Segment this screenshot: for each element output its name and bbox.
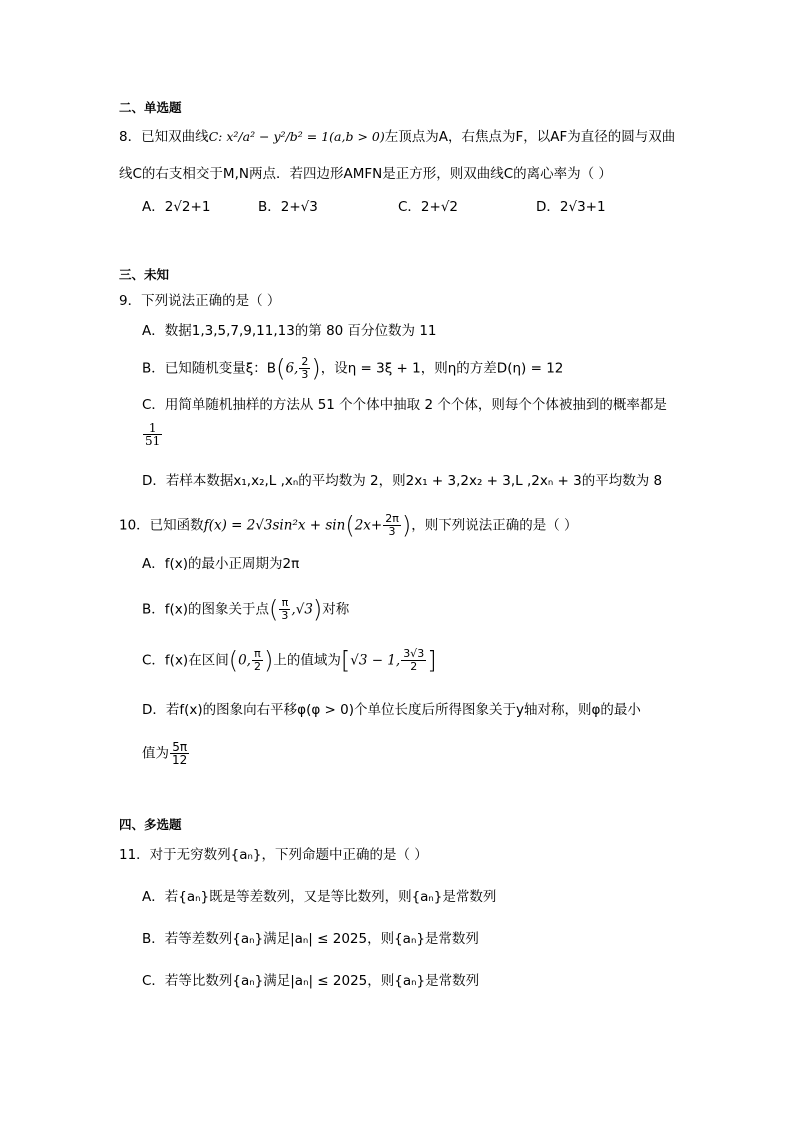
- q10-d-prefix: 值为: [142, 745, 169, 762]
- q11-option-b: B．若等差数列{aₙ}满足|aₙ| ≤ 2025，则{aₙ}是常数列: [142, 931, 479, 947]
- q9-option-c-line1: C．用简单随机抽样的方法从 51 个个体中抽取 2 个个体，则每个个体被抽到的概率都是: [142, 397, 667, 413]
- q9-b-fraction: $\frac{2}{3}$: [301, 355, 309, 381]
- q8-option-a: A．2√2+1: [142, 199, 211, 215]
- q8-suffix: 左顶点为A，右焦点为F，以AF为直径的圆与双曲: [384, 129, 676, 145]
- q11-option-a: A．若{aₙ}既是等差数列，又是等比数列，则{aₙ}是常数列: [142, 889, 497, 905]
- q10-option-b: B．f(x)的图象关于点( $\frac{\pi}{3}$ ,√3)对称: [142, 595, 350, 624]
- question-11-stem: 11．对于无穷数列{aₙ}，下列命题中正确的是（ ）: [119, 847, 428, 863]
- q9-option-a: A．数据1,3,5,7,9,11,13的第 80 百分位数为 11: [142, 323, 437, 339]
- q9-b-prefix: B．已知随机变量ξ：B: [142, 360, 277, 377]
- q10-option-a: A．f(x)的最小正周期为2π: [142, 556, 300, 572]
- q11-option-c: C．若等比数列{aₙ}满足|aₙ| ≤ 2025，则{aₙ}是常数列: [142, 973, 480, 989]
- q10-stem-prefix: 10．已知函数: [119, 517, 204, 534]
- q10-b-suffix: 对称: [322, 601, 350, 618]
- question-8-line2: 线C的右支相交于M,N两点．若四边形AMFN是正方形，则双曲线C的离心率为（ ）: [119, 166, 612, 182]
- q10-stem-suffix: ，则下列说法正确的是（ ）: [411, 517, 578, 534]
- q10-option-c: C．f(x)在区间(0, $\frac{\pi}{2}$ )上的值域为[√3 − 1, $\frac{3√3}{2}$ ]: [142, 646, 437, 675]
- q10-d-frac-num: 5π: [170, 741, 189, 754]
- q10-d-frac-den: 12: [172, 753, 188, 767]
- q10-c-prefix: C．f(x)在区间: [142, 652, 229, 669]
- q9-b-suffix: ，设η = 3ξ + 1，则η的方差D(η) = 12: [320, 360, 564, 377]
- q10-option-d-line1: D．若f(x)的图象向右平移φ(φ > 0)个单位长度后所得图象关于y轴对称，则φ的最小: [142, 702, 641, 718]
- q10-formula: f(x) = 2√3sin²x + sin: [203, 517, 346, 534]
- q9-option-b: B．已知随机变量ξ：B(6, $\frac{2}{3}$ )，设η = 3ξ + 1，则η的方差D(η) = 12: [142, 354, 564, 383]
- question-8-line1: [119, 128, 675, 146]
- q8-prefix: 8．已知双曲线: [119, 129, 209, 145]
- section-heading-unknown: 三、未知: [119, 267, 170, 282]
- q8-option-b: B．2+√3: [258, 199, 318, 215]
- q9-c-frac-num: 1: [143, 422, 162, 435]
- section-heading-single-choice: 二、单选题: [119, 100, 182, 115]
- q9-c-frac-den: 51: [145, 434, 161, 448]
- q10-b-prefix: B．f(x)的图象关于点: [142, 601, 270, 618]
- q8-option-c: C．2+√2: [398, 199, 459, 215]
- q8-option-d: D．2√3+1: [536, 199, 606, 215]
- section-heading-multi-choice: 四、多选题: [119, 817, 182, 832]
- q8-hyperbola-formula: C: x²/a² − y²/b² = 1(a,b > 0): [208, 129, 385, 144]
- question-10-stem: 10．已知函数f(x) = 2√3sin²x + sin(2x+ $\frac{2\pi}{3}$ )，则下列说法正确的是（ ）: [119, 511, 578, 540]
- q9-option-c-fraction: [142, 422, 163, 447]
- question-9-stem: 9．下列说法正确的是（ ）: [119, 293, 281, 309]
- q9-option-d: D．若样本数据x₁,x₂,L ,xₙ的平均数为 2，则2x₁ + 3,2x₂ + 3,L ,2xₙ + 3的平均数为 8: [142, 473, 663, 489]
- q10-c-mid: 上的值域为: [273, 652, 341, 669]
- q10-option-d-line2: [142, 741, 190, 766]
